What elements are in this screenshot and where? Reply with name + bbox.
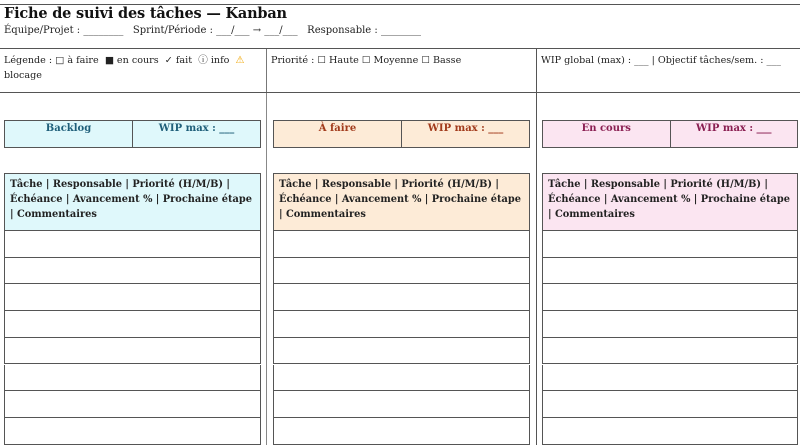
legend bbox=[0, 49, 266, 92]
lane-name: En cours bbox=[543, 121, 671, 147]
task-row[interactable] bbox=[273, 391, 530, 418]
wip-global: WIP global (max) : ___ | Objectif tâches/sem. : ___ bbox=[536, 49, 800, 92]
legend-label: Légende : bbox=[4, 55, 56, 66]
subtitle-fields: Équipe/Projet : ________ Sprint/Période : ___/___ → ___/___ Responsable : ________ bbox=[4, 25, 421, 36]
task-row[interactable] bbox=[542, 365, 798, 392]
task-row[interactable] bbox=[4, 258, 261, 285]
legend-info: ⓘ info bbox=[198, 55, 230, 66]
lane-name: À faire bbox=[274, 121, 402, 147]
task-row[interactable] bbox=[273, 338, 530, 365]
task-row[interactable] bbox=[542, 338, 798, 365]
task-row[interactable] bbox=[4, 338, 261, 365]
task-row[interactable] bbox=[4, 418, 261, 445]
lane-header-2 bbox=[542, 120, 798, 148]
task-row[interactable] bbox=[542, 258, 798, 285]
task-row[interactable] bbox=[542, 391, 798, 418]
task-row[interactable] bbox=[273, 284, 530, 311]
legend-doing: ■ en cours bbox=[104, 55, 159, 66]
task-table-header: Tâche | Responsable | Priorité (H/M/B) | Échéance | Avancement % | Prochaine étape | Commentaires bbox=[542, 173, 798, 231]
lane-name: Backlog bbox=[5, 121, 133, 147]
warning-icon: ⚠ bbox=[235, 55, 245, 66]
info-row bbox=[0, 48, 800, 93]
lane-wip-max[interactable]: WIP max : ___ bbox=[427, 123, 504, 134]
task-row[interactable] bbox=[4, 231, 261, 258]
task-table-header: Tâche | Responsable | Priorité (H/M/B) | Échéance | Avancement % | Prochaine étape | Commentaires bbox=[273, 173, 530, 231]
task-row[interactable] bbox=[273, 258, 530, 285]
task-row[interactable] bbox=[542, 311, 798, 338]
lane-header-0 bbox=[4, 120, 261, 148]
priority-legend: Priorité : ☐ Haute ☐ Moyenne ☐ Basse bbox=[266, 49, 536, 92]
column-divider bbox=[266, 93, 267, 445]
task-table-header: Tâche | Responsable | Priorité (H/M/B) | Échéance | Avancement % | Prochaine étape | Commentaires bbox=[4, 173, 261, 231]
lane-wip-max[interactable]: WIP max : ___ bbox=[158, 123, 235, 134]
task-row[interactable] bbox=[542, 231, 798, 258]
task-row[interactable] bbox=[4, 391, 261, 418]
legend-block: blocage bbox=[4, 70, 42, 81]
task-row[interactable] bbox=[4, 284, 261, 311]
task-row[interactable] bbox=[273, 231, 530, 258]
task-row[interactable] bbox=[273, 311, 530, 338]
task-row[interactable] bbox=[4, 365, 261, 392]
task-row[interactable] bbox=[542, 284, 798, 311]
task-row[interactable] bbox=[4, 311, 261, 338]
lane-wip-max[interactable]: WIP max : ___ bbox=[695, 123, 772, 134]
column-divider bbox=[536, 93, 537, 445]
legend-done: ✓ fait bbox=[164, 55, 193, 66]
page-title: Fiche de suivi des tâches — Kanban bbox=[4, 5, 287, 22]
lane-header-1 bbox=[273, 120, 530, 148]
task-row[interactable] bbox=[273, 365, 530, 392]
legend-todo: □ à faire bbox=[55, 55, 99, 66]
task-row[interactable] bbox=[542, 418, 798, 445]
task-row[interactable] bbox=[273, 418, 530, 445]
